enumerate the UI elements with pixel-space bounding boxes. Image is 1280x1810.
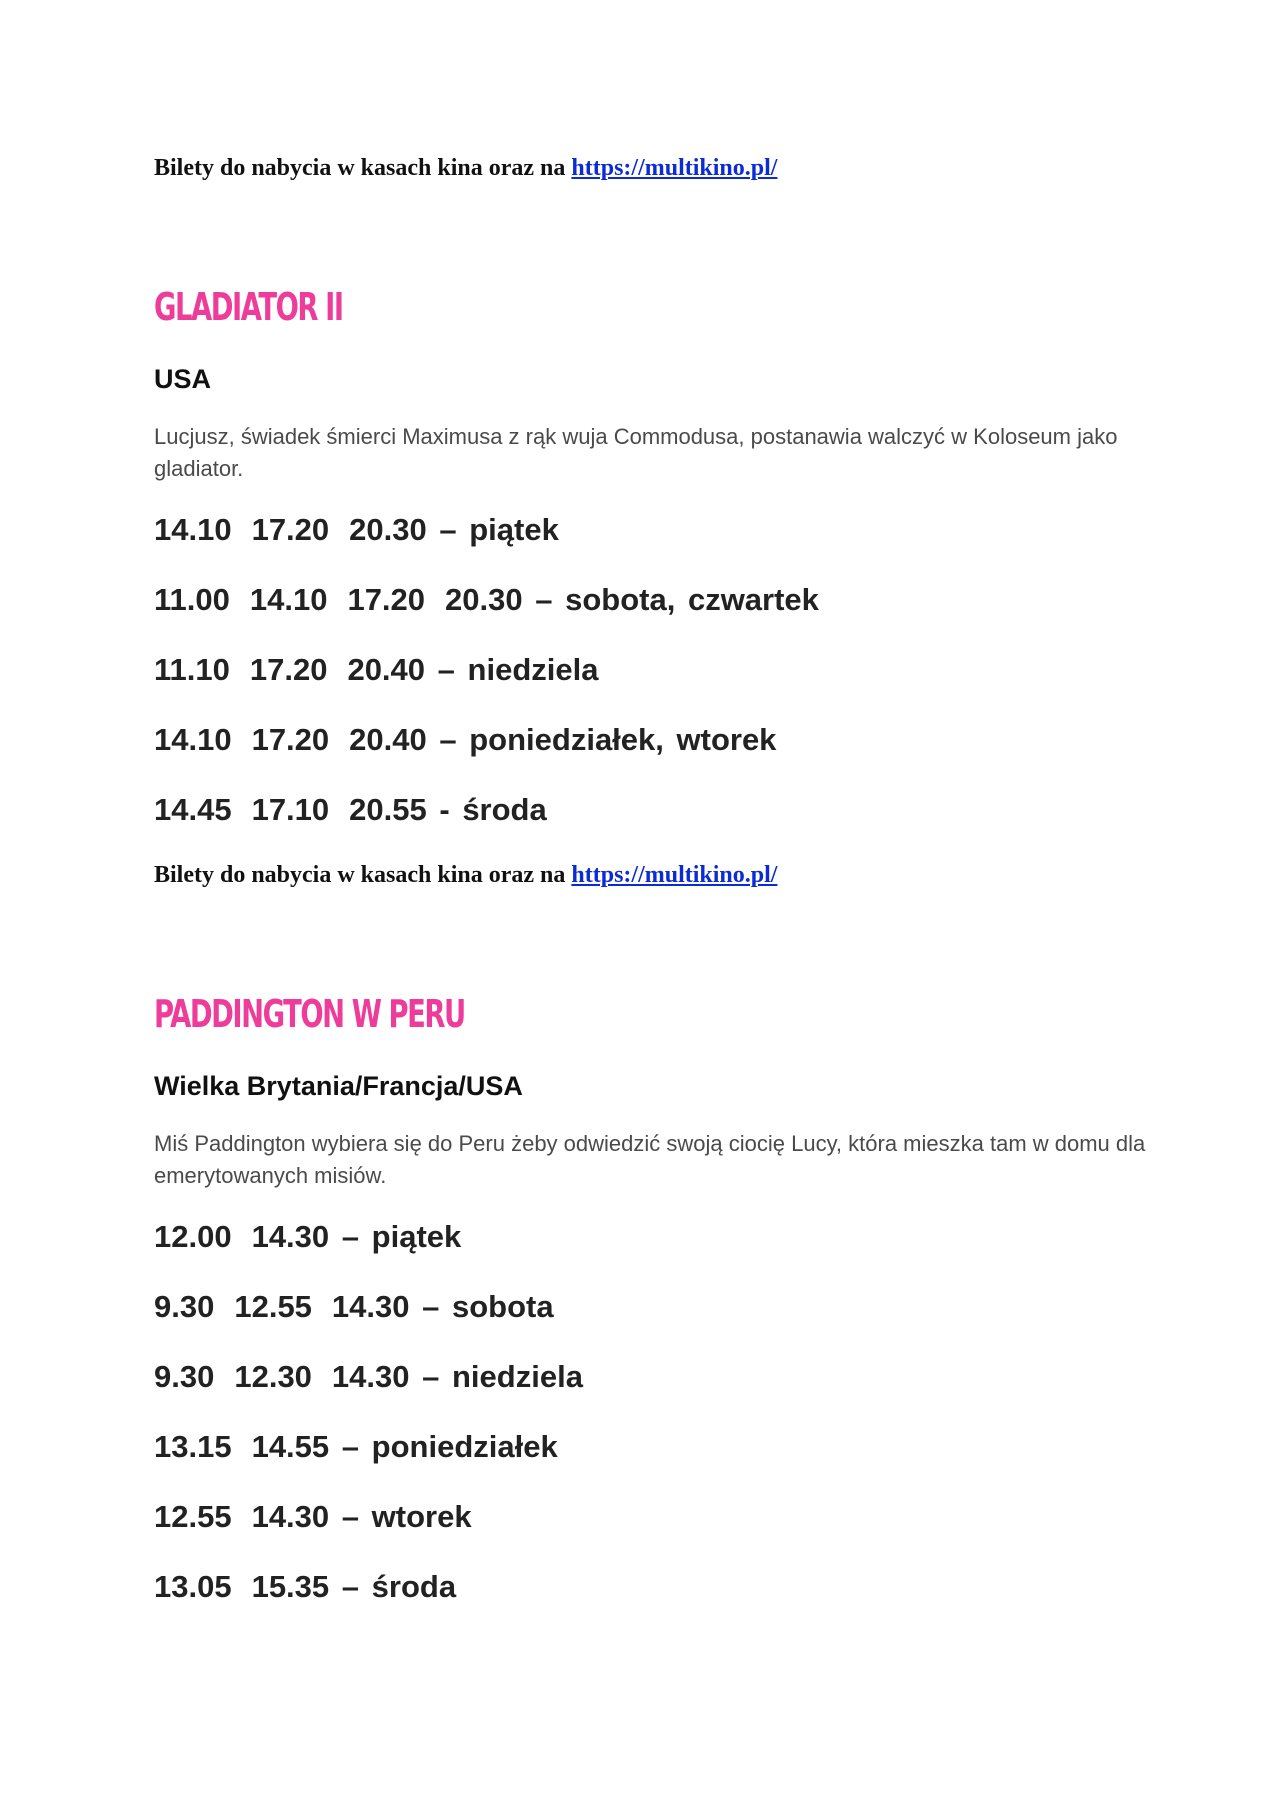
film-description: Miś Paddington wybiera się do Peru żeby odwiedzić swoją ciocię Lucy, która mieszka tam w domu dla emerytowanych misiów.: [154, 1131, 1146, 1188]
showtime: 14.30: [331, 1359, 410, 1394]
showtime-days: wtorek: [371, 1499, 472, 1534]
showtime: 20.55: [349, 792, 427, 827]
separator: –: [341, 1429, 360, 1464]
separator: –: [437, 652, 455, 687]
film-country: USA: [154, 364, 212, 394]
showtime-row: [154, 1287, 554, 1327]
separator: -: [439, 792, 450, 827]
showtime: 9.30: [154, 1359, 215, 1394]
showtime: 11.10: [154, 652, 230, 687]
showtime: 17.10: [251, 792, 330, 827]
showtime-row: [154, 650, 598, 690]
showtime: 17.20: [347, 582, 426, 617]
showtime: 12.55: [234, 1289, 312, 1324]
showtime-days: piątek: [371, 1219, 462, 1254]
showtime: 9.30: [154, 1289, 215, 1324]
ticket-info-line: [154, 153, 777, 183]
separator: –: [439, 512, 457, 547]
showtime-row: [154, 510, 559, 550]
separator: –: [422, 1289, 440, 1324]
showtime: 20.30: [349, 512, 427, 547]
showtime-row: [154, 580, 819, 620]
showtime: 17.20: [251, 512, 330, 547]
showtime: 13.05: [154, 1569, 232, 1604]
showtime: 14.30: [331, 1289, 410, 1324]
showtime: 12.30: [234, 1359, 312, 1394]
showtime-row: [154, 1357, 583, 1397]
showtime: 13.15: [154, 1429, 232, 1464]
film-country: Wielka Brytania/Francja/USA: [154, 1071, 523, 1101]
showtime-days: poniedziałek, wtorek: [469, 722, 777, 757]
showtime-row: [154, 1217, 461, 1257]
separator: –: [341, 1499, 360, 1534]
showtime-days: środa: [462, 792, 547, 827]
showtime: 14.30: [251, 1499, 330, 1534]
showtime-days: piątek: [469, 512, 559, 547]
showtime-days: sobota, czwartek: [565, 582, 819, 617]
showtime: 14.10: [154, 512, 232, 547]
showtime: 14.10: [249, 582, 328, 617]
showtime-row: [154, 1567, 456, 1607]
separator: –: [535, 582, 553, 617]
film-title: GLADIATOR II: [154, 285, 343, 329]
ticket-info-text: Bilety do nabycia w kasach kina oraz na: [154, 862, 566, 888]
showtime-days: sobota: [452, 1289, 554, 1324]
showtime: 17.20: [251, 722, 330, 757]
showtime: 20.30: [445, 582, 523, 617]
separator: –: [341, 1219, 360, 1254]
showtime: 20.40: [347, 652, 426, 687]
separator: –: [341, 1569, 360, 1604]
ticket-info-line: [154, 860, 777, 890]
showtime-row: [154, 1497, 472, 1537]
showtime: 14.45: [154, 792, 232, 827]
showtime: 20.40: [349, 722, 427, 757]
showtime-row: [154, 720, 776, 760]
showtime: 11.00: [154, 582, 230, 617]
showtime: 12.55: [154, 1499, 232, 1534]
film-description: Lucjusz, świadek śmierci Maximusa z rąk wuja Commodusa, postanawia walczyć w Koloseum jako gladiator.: [154, 424, 1118, 481]
ticket-info-text: Bilety do nabycia w kasach kina oraz na: [154, 155, 566, 181]
showtime-days: niedziela: [467, 652, 599, 687]
multikino-link[interactable]: https://multikino.pl/: [571, 155, 778, 181]
showtime: 17.20: [249, 652, 328, 687]
showtime-row: [154, 790, 547, 830]
showtime: 14.10: [154, 722, 232, 757]
showtime-days: niedziela: [452, 1359, 583, 1394]
showtime-days: środa: [371, 1569, 457, 1604]
separator: –: [439, 722, 457, 757]
multikino-link[interactable]: https://multikino.pl/: [571, 862, 778, 888]
showtime-row: [154, 1427, 558, 1467]
film-title: PADDINGTON W PERU: [154, 992, 465, 1036]
showtime: 12.00: [154, 1219, 232, 1254]
showtime-days: poniedziałek: [371, 1429, 558, 1464]
showtime: 14.55: [251, 1429, 330, 1464]
separator: –: [422, 1359, 440, 1394]
showtime: 14.30: [251, 1219, 330, 1254]
showtime: 15.35: [251, 1569, 330, 1604]
